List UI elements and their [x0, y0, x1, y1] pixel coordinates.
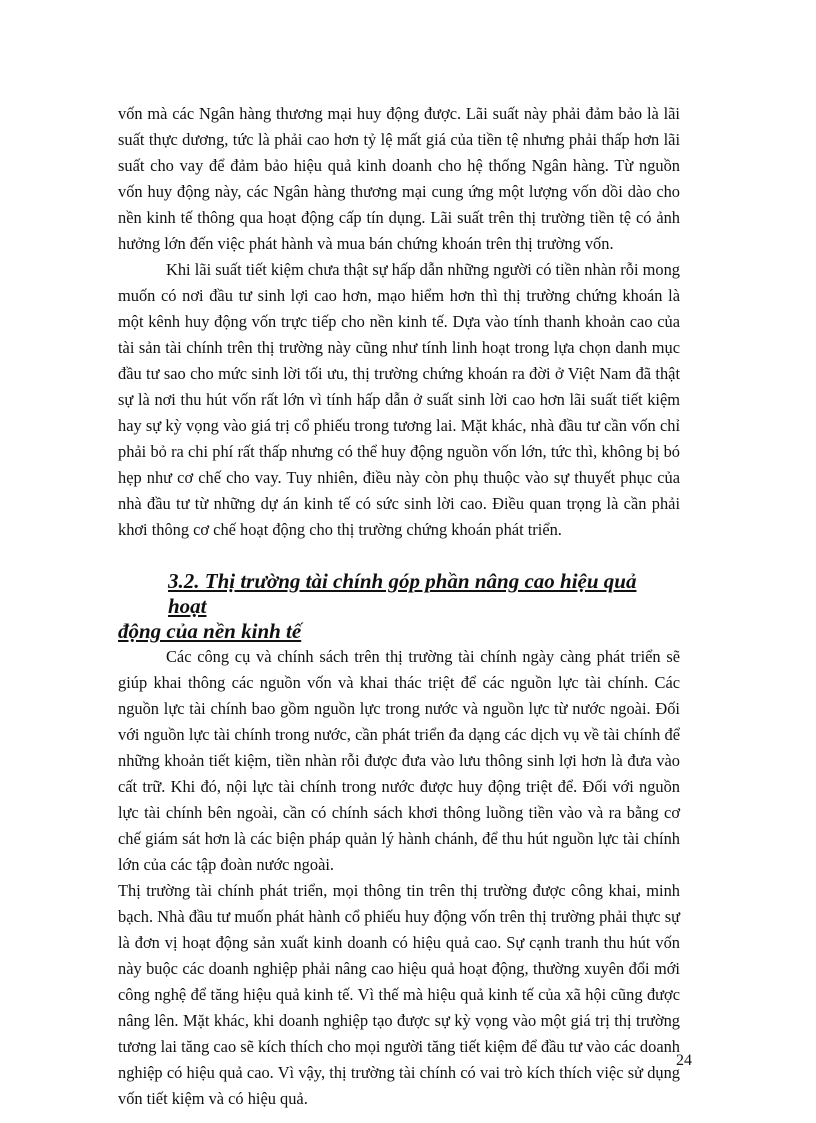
paragraph-savings-interest: Khi lãi suất tiết kiệm chưa thật sự hấp dẫn những người có tiền nhàn rỗi mong muốn có nơi đầu tư sinh lợi cao hơn, mạo hiểm hơn thì thị trường chứng khoán là một kênh huy động vốn trực tiếp cho nền kinh tế. Dựa vào tính thanh khoản cao của tài sản tài chính trên thị trường này cũng như tính linh hoạt trong lựa chọn danh mục đầu tư sao cho mức sinh lời tối ưu, thị trường chứng khoán ra đời ở Việt Nam đã thật sự là nơi thu hút vốn rất lớn vì tính hấp dẫn ở suất sinh lời cao hơn lãi suất tiết kiệm hay sự kỳ vọng vào giá trị cổ phiếu trong tương lai. Mặt khác, nhà đầu tư cần vốn chỉ phải bỏ ra chi phí rất thấp nhưng có thể huy động nguồn vốn lớn, tức thì, không bị bó hẹp như cơ chế cho vay. Tuy nhiên, điều này còn phụ thuộc vào sự thuyết phục của nhà đầu tư từ những dự án kinh tế có sức sinh lời cao. Điều quan trọng là cần phải khơi thông cơ chế hoạt động cho thị trường chứng khoán phát triển. [118, 260, 680, 539]
section-heading-3-2 [118, 569, 680, 644]
paragraph-financial-tools: Các công cụ và chính sách trên thị trường tài chính ngày càng phát triển sẽ giúp khai thông các nguồn vốn và khai thác triệt để các nguồn lực tài chính. Các nguồn lực tài chính bao gồm nguồn lực trong nước và nguồn lực từ nước ngoài. Đối với nguồn lực tài chính trong nước, cần phát triển đa dạng các dịch vụ về tài chính để những khoản tiết kiệm, tiền nhàn rỗi được đưa vào lưu thông sinh lợi hơn là đưa vào cất trữ. Khi đó, nội lực tài chính trong nước được huy động triệt để. Đối với nguồn lực tài chính bên ngoài, cần có chính sách khơi thông luồng tiền vào và ra bằng cơ chế giám sát hơn là các biện pháp quản lý hành chánh, để thu hút nguồn lực tài chính lớn của các tập đoàn nước ngoài. [118, 647, 680, 874]
page-number: 24 [676, 1052, 692, 1069]
paragraph-continuation: vốn mà các Ngân hàng thương mại huy động được. Lãi suất này phải đảm bảo là lãi suất thực dương, tức là phải cao hơn tỷ lệ mất giá của tiền tệ nhưng phải thấp hơn lãi suất cho vay để đảm bảo hiệu quả kinh doanh cho hệ thống Ngân hàng. Từ nguồn vốn huy động này, các Ngân hàng thương mại cung ứng một lượng vốn dồi dào cho nền kinh tế thông qua hoạt động cấp tín dụng. Lãi suất trên thị trường tiền tệ có ảnh hưởng lớn đến việc phát hành và mua bán chứng khoán trên thị trường vốn. [118, 104, 680, 253]
section-heading-line-2: động của nền kinh tế [118, 619, 302, 643]
section-heading-line-1: 3.2. Thị trường tài chính góp phần nâng cao hiệu quả hoạt [168, 569, 637, 618]
paragraph-market-development: Thị trường tài chính phát triển, mọi thông tin trên thị trường được công khai, minh bạch. Nhà đầu tư muốn phát hành cổ phiếu huy động vốn trên thị trường phải thực sự là đơn vị hoạt động sản xuất kinh doanh có hiệu quả cao. Sự cạnh tranh thu hút vốn này buộc các doanh nghiệp phải nâng cao hiệu quả hoạt động, thường xuyên đổi mới công nghệ để tăng hiệu quả kinh tế. Vì thế mà hiệu quả kinh tế của xã hội cũng được nâng lên. Mặt khác, khi doanh nghiệp tạo được sự kỳ vọng vào một giá trị thị trường tương lai tăng cao sẽ kích thích cho mọi người tăng tiết kiệm để đầu tư vào các doanh nghiệp có hiệu quả cao. Vì vậy, thị trường tài chính có vai trò kích thích việc sử dụng vốn tiết kiệm và có hiệu quả. [118, 881, 680, 1108]
document-body [118, 101, 680, 1112]
